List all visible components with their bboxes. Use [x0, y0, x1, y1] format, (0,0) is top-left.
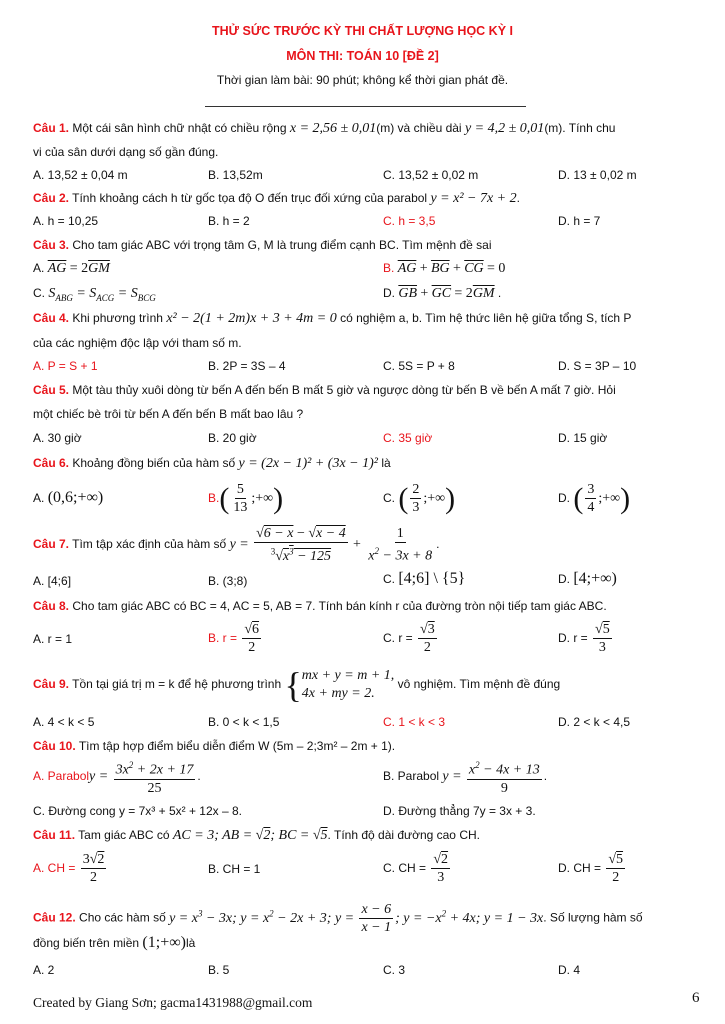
- question-label: Câu 6.: [33, 456, 70, 470]
- option-c[interactable]: C. 3: [383, 963, 406, 977]
- math-expression: x = 2,56 ± 0,01: [289, 121, 377, 136]
- option-b[interactable]: B. 13,52m: [208, 168, 263, 182]
- option-d[interactable]: D. ( $\frac{3}{4}$ ;+∞): [558, 481, 631, 516]
- option-c-correct[interactable]: C. 35 giờ: [383, 431, 433, 445]
- option-b[interactable]: B. (3;8): [208, 574, 248, 588]
- question-text: . Số lượng hàm số: [543, 910, 643, 925]
- header-rule: [205, 106, 526, 107]
- question-text: là: [381, 456, 391, 470]
- question-text: (m) và chiều dài: [376, 121, 462, 135]
- option-c[interactable]: C. r = $\frac{√3}{2}$: [383, 622, 435, 656]
- option-a[interactable]: A. 13,52 ± 0,04 m: [33, 168, 128, 182]
- question-text: Một cái sân hình chữ nhật có chiều rộng: [72, 121, 287, 135]
- option-c-correct[interactable]: C. 1 < k < 3: [383, 715, 446, 729]
- question-text: Tìm tập hợp điểm biểu diễn điểm W (5m – 2;3m² – 2m + 1).: [78, 739, 396, 753]
- option-a[interactable]: A. 30 giờ: [33, 431, 82, 445]
- question-text: (m). Tính chu: [544, 121, 616, 135]
- question-text: Tính khoảng cách h từ gốc tọa độ O đến trục đối xứng của parabol: [72, 191, 428, 205]
- option-a[interactable]: A. r = 1: [33, 632, 73, 646]
- option-c[interactable]: C. 5S = P + 8: [383, 359, 455, 373]
- question-text: có nghiệm a, b. Tìm hệ thức liên hệ giữa tổng S, tích P: [340, 311, 632, 325]
- question-label: Câu 8.: [33, 599, 70, 613]
- question-5: [33, 381, 699, 399]
- option-b-correct[interactable]: B. $\overline{AG} + \overline{BG} + \overline{CG} = 0$: [383, 261, 506, 276]
- question-text: Khi phương trình: [72, 311, 163, 325]
- option-d[interactable]: D. r = $\frac{√5}{3}$: [558, 622, 610, 656]
- question-2: Câu 2. Tính khoảng cách h từ gốc tọa độ O đến trục đối xứng của parabol y = x² − 7x + 2.: [33, 191, 520, 206]
- question-text: Tìm tập xác định của hàm số: [72, 537, 227, 551]
- option-a[interactable]: A. [4;6]: [33, 574, 72, 588]
- question-text: vô nghiệm. Tìm mệnh đề đúng: [397, 677, 561, 691]
- question-3: [33, 236, 699, 254]
- option-a-correct[interactable]: A. P = S + 1: [33, 359, 98, 373]
- option-b[interactable]: B. h = 2: [208, 214, 250, 228]
- option-c-correct[interactable]: C. h = 3,5: [383, 214, 436, 228]
- header-title-1: THỬ SỨC TRƯỚC KỲ THI CHẤT LƯỢNG HỌC KỲ I: [212, 24, 513, 38]
- option-d[interactable]: D. S = 3P – 10: [558, 359, 637, 373]
- question-text: Cho tam giác ABC có BC = 4, AC = 5, AB = 7. Tính bán kính r của đường tròn nội tiếp tam giác ABC.: [72, 599, 607, 613]
- option-c[interactable]: C. $S_{ABG} = S_{ACG} = S_{BCG}$: [33, 286, 156, 303]
- option-c[interactable]: C. 13,52 ± 0,02 m: [383, 168, 479, 182]
- option-c[interactable]: C. Đường cong y = 7x³ + 5x² + 12x – 8.: [33, 804, 243, 818]
- question-text: Khoảng đồng biến của hàm số: [72, 456, 236, 470]
- option-b[interactable]: B. CH = 1: [208, 862, 261, 876]
- question-label: Câu 2.: [33, 191, 70, 205]
- question-text: Một tàu thủy xuôi dòng từ bến A đến bến B mất 5 giờ và ngược dòng từ bến B về bến A mất 7 giờ. Hỏi: [72, 383, 616, 397]
- option-b[interactable]: B. 20 giờ: [208, 431, 257, 445]
- question-1-line2: vi của sân dưới dạng số gần đúng.: [33, 145, 219, 159]
- question-label: Câu 11.: [33, 828, 76, 842]
- question-10: [33, 737, 699, 755]
- footer-credit: Created by Giang Sơn; gacma1431988@gmail.com: [33, 995, 313, 1010]
- question-8: [33, 597, 699, 615]
- question-5-line2: một chiếc bè trôi từ bến A đến bến B mất bao lâu ?: [33, 407, 304, 421]
- question-1: [33, 119, 699, 138]
- option-b[interactable]: B. 0 < k < 1,5: [208, 715, 280, 729]
- option-d[interactable]: D. 15 giờ: [558, 431, 608, 445]
- option-c[interactable]: C. CH = $\frac{√2}{3}$: [383, 852, 449, 886]
- option-d[interactable]: D. CH = $\frac{√5}{2}$: [558, 852, 624, 886]
- option-d[interactable]: D. 4: [558, 963, 581, 977]
- option-a[interactable]: A. 4 < k < 5: [33, 715, 95, 729]
- question-label: Câu 3.: [33, 238, 70, 252]
- question-text: Tam giác ABC có: [78, 828, 170, 842]
- option-a[interactable]: A. 2: [33, 963, 55, 977]
- option-c[interactable]: C. ( $\frac{2}{3}$ ;+∞): [383, 481, 456, 516]
- option-a-correct[interactable]: A. Paraboly = $\frac{3x^2 + 2x + 17}{25}$ .: [33, 756, 201, 797]
- option-b-correct[interactable]: B. r = $\frac{√6}{2}$: [208, 622, 260, 656]
- question-label: Câu 10.: [33, 739, 76, 753]
- option-a[interactable]: A. h = 10,25: [33, 214, 99, 228]
- question-12: Câu 12. Cho các hàm số $y = x^3 - 3x$; $y = x^2 - 2x + 3$; y = $\frac{x - 6}{x - 1}$ ; $y = -x^2 + 4x$; y = 1 − 3x. Số lượng hàm số: [33, 901, 643, 935]
- option-d[interactable]: D. [4;+∞): [558, 570, 617, 587]
- option-b[interactable]: B. 5: [208, 963, 230, 977]
- header-subtitle: Thời gian làm bài: 90 phút; không kể thời gian phát đề.: [216, 73, 509, 87]
- question-label: Câu 7.: [33, 537, 70, 551]
- math-expression: y = (2x − 1)² + (3x − 1)²: [238, 456, 378, 471]
- question-12-line2: đồng biến trên miền (1;+∞)là: [33, 934, 196, 951]
- option-b[interactable]: B. 2P = 3S – 4: [208, 359, 286, 373]
- question-4: [33, 309, 699, 328]
- option-a[interactable]: A. (0,6;+∞): [33, 489, 104, 506]
- question-text: Cho các hàm số: [79, 910, 166, 925]
- option-d[interactable]: D. h = 7: [558, 214, 601, 228]
- question-label: Câu 1.: [33, 121, 70, 135]
- option-d[interactable]: D. Đường thẳng 7y = 3x + 3.: [383, 804, 536, 818]
- question-label: Câu 5.: [33, 383, 70, 397]
- header-title-2: MÔN THI: TOÁN 10 [ĐỀ 2]: [286, 49, 439, 63]
- option-a-correct[interactable]: A. CH = $\frac{3√2}{2}$: [33, 852, 105, 886]
- question-7: Câu 7. Tìm tập xác định của hàm số y = $\frac{√6 - x - √x - 4}{^3√x^3 - 125}$ + $\frac{1}{x^2 - 3x + 8}$ .: [33, 526, 440, 564]
- question-label: Câu 9.: [33, 677, 70, 691]
- page-number: 6: [692, 990, 700, 1006]
- option-d[interactable]: D. 2 < k < 4,5: [558, 715, 631, 729]
- math-expression: y = x² − 7x + 2: [430, 191, 517, 206]
- option-b[interactable]: B. Parabol y = $\frac{x^2 - 4x + 13}{9}$ .: [383, 756, 547, 797]
- question-label: Câu 12.: [33, 910, 76, 925]
- question-9: Câu 9. Tồn tại giá trị m = k để hệ phương trình {mx + y = m + 1, 4x + my = 2. vô nghiệm. Tìm mệnh đề đúng: [33, 664, 561, 705]
- option-d[interactable]: D. 13 ± 0,02 m: [558, 168, 637, 182]
- question-text: Tồn tại giá trị m = k để hệ phương trình: [72, 677, 282, 691]
- question-11: Câu 11. Tam giác ABC có AC = 3; AB = √2; BC = √5. Tính độ dài đường cao CH.: [33, 828, 480, 843]
- question-label: Câu 4.: [33, 311, 70, 325]
- option-c[interactable]: C. [4;6] \ {5}: [383, 570, 466, 587]
- question-text: Cho tam giác ABC với trọng tâm G, M là trung điểm cạnh BC. Tìm mệnh đề sai: [72, 238, 492, 252]
- question-text: . Tính độ dài đường cao CH.: [327, 828, 480, 842]
- option-b-correct[interactable]: B.( $\frac{5}{13}$ ;+∞): [208, 481, 284, 516]
- math-expression: y = 4,2 ± 0,01: [464, 121, 545, 136]
- question-6: [33, 454, 699, 473]
- question-4-line2: của các nghiệm độc lập với tham số m.: [33, 336, 242, 350]
- math-expression: x² − 2(1 + 2m)x + 3 + 4m = 0: [166, 311, 337, 326]
- option-d[interactable]: D. $\overline{GB} + \overline{GC} = 2\overline{GM}$ .: [383, 286, 502, 301]
- option-a[interactable]: A. $\overline{AG} = 2\overline{GM}$: [33, 261, 110, 276]
